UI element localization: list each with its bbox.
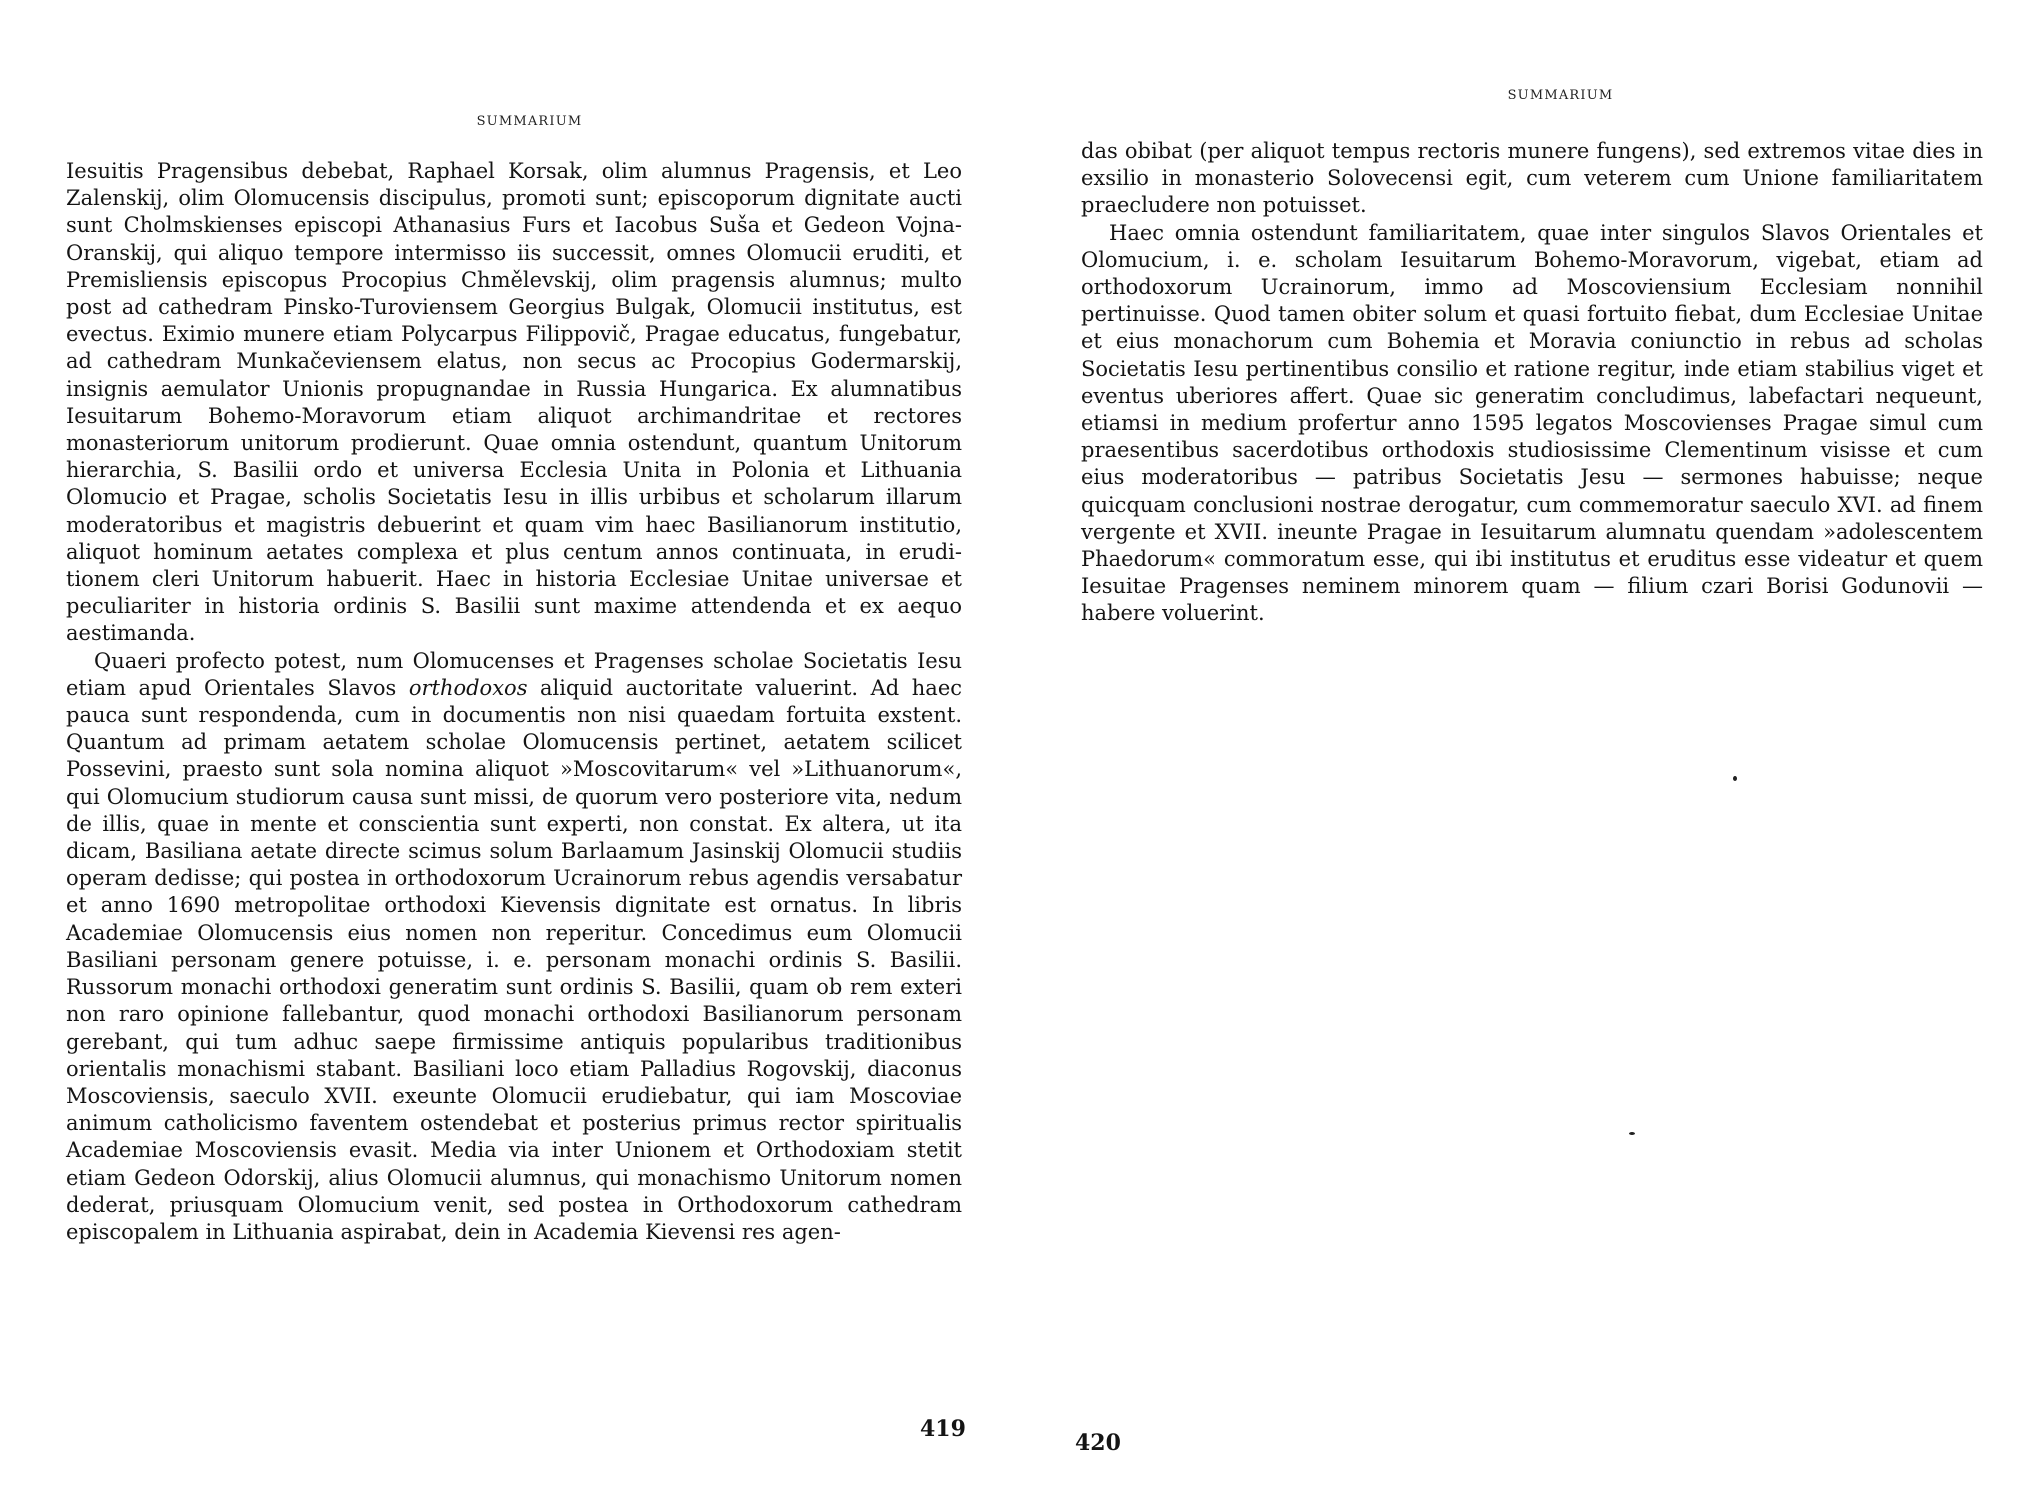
running-head-right: SUMMARIUM — [1507, 88, 1614, 103]
left-paragraph-1: Iesuitis Pragensibus debebat, Raphael Korsak, olim alumnus Pragensis, et Leo Zalenskij, olim Olomucensis discipulus, promoti sunt; episcoporum dignitate aucti sunt Cholmskienses episcopi Athanasius Furs et Iacobus Suša et Gedeon Vojna-Oranskij, qui aliquo tempore intermisso iis successit, omnes Olomucii eruditi, et Premisliensis episcopus Procopius Chmělevskij, olim pragensis alumnus; multo post ad cathedram Pinsko-Turoviensem Georgius Bulgak, Olomucii institutus, est evectus. Eximio munere etiam Polycarpus Filippovič, Pragae educatus, fungebatur, ad cathedram Munkačeviensem elatus, non secus ac Procopius Godermarskij, insignis aemulator Unionis propugnandae in Russia Hungarica. Ex alumnatibus Iesuitarum Bohemo-Moravorum etiam aliquot archimandritae et rectores monasteriorum unitorum prodierunt. Quae omnia ostendunt, quantum Unitorum hierarchia, S. Basilii ordo et universa Ecclesia Unita in Polonia et Lithuania Olomucio et Pragae, scholis Societatis Iesu in illis urbibus et scholarum illarum moderatoribus et magistris debuerint et quam vim haec Basilianorum institutio, aliquot hominum aetates complexa et plus centum annos continuata, in eruditionem cleri Unitorum habuerit. Haec in historia Ecclesiae Unitae universae et peculiariter in historia ordinis S. Basilii sunt maxime attendenda et ex aequo aestimanda. — [66, 159, 962, 646]
left-paragraph-2-part-2: aliquid auctoritate valuerint. Ad haec pauca sunt respondenda, cum in documentis non nisi quaedam fortuita exstent. Quantum ad primam aetatem scholae Olomucensis pertinet, aetatem scilicet Possevini, praesto sunt sola nomina aliquot »Moscovitarum« vel »Lithuanorum«, qui Olomucium studiorum causa sunt missi, de quorum vero posteriore vita, nedum de illis, quae in mente et conscientia sunt experti, non constat. Ex altera, ut ita dicam, Basiliana aetate directe scimus solum Barlaamum Jasinskij Olomucii studiis operam dedisse; qui postea in orthodoxorum Ucrainorum rebus agendis versabatur et anno 1690 metropolitae orthodoxi Kievensis dignitate est ornatus. In libris Academiae Olomucensis eius nomen non reperitur. Concedimus eum Olomucii Basiliani personam genere potuisse, i. e. personam monachi ordinis S. Basilii. Russorum monachi orthodoxi generatim sunt ordinis S. Basilii, quam ob rem exteri non raro opinione fallebantur, quod monachi orthodoxi Basilianorum personam gerebant, qui tum adhuc saepe firmissime antiquis popularibus traditionibus orientalis monachismi stabant. Basiliani loco etiam Palladius Rogovskij, diaconus Moscoviensis, saeculo XVII. exeunte Olomucii erudiebatur, qui iam Moscoviae animum catholicismo faventem ostendebat et posterius primus rector spiritualis Academiae Moscoviensis evasit. Media via inter Unionem et Orthodoxiam stetit etiam Gedeon Odorskij, alius Olomucii alumnus, qui monachismo Unitorum nomen dederat, priusquam Olomucium venit, sed postea in Orthodoxorum cathedram episcopalem in Lithuania aspirabat, dein in Academia Kievensi res agen- — [66, 675, 963, 1244]
left-paragraph-2-part-1: Quaeri profecto potest, num Olomucenses et Pragenses scholae Societatis Iesu etiam apud Orientales Slavos — [66, 648, 962, 700]
page-number-left: 419 — [920, 1416, 966, 1442]
scan-speck — [1629, 1132, 1635, 1135]
right-paragraph-1: das obibat (per aliquot tempus rectoris munere fungens), sed extremos vitae dies in exsilio in monasterio Solovecensi egit, cum veterem cum Unione familiaritatem praecludere non potuisset. — [1081, 139, 1983, 218]
page-number-right: 420 — [1075, 1430, 1121, 1456]
scan-speck — [1733, 776, 1737, 781]
left-paragraph-2 — [66, 648, 962, 1246]
running-head-left: SUMMARIUM — [476, 114, 583, 129]
left-paragraph-2-italic: orthodoxos — [408, 675, 528, 700]
right-page — [1017, 0, 2034, 1500]
right-page-body — [1081, 138, 1983, 628]
right-paragraph-2: Haec omnia ostendunt familiaritatem, quae inter singulos Slavos Orientales et Olomucium, i. e. scholam Iesuitarum Bohemo-Moravorum, vigebat, etiam ad orthodoxorum Ucrainorum, immo ad Moscoviensium Ecclesiam nonnihil pertinuisse. Quod tamen obiter solum et quasi fortuito fiebat, dum Ecclesiae Unitae et eius monachorum cum Bohemia et Moravia coniunctio in rebus ad scholas Societatis Iesu pertinentibus consilio et ratione regitur, inde etiam stabilius viget et eventus uberiores affert. Quae sic generatim concludimus, labefactari nequeunt, etiamsi in medium profertur anno 1595 legatos Moscovienses Pragae simul cum praesentibus sacerdotibus orthodoxis studiosissime Clementinum visisse et cum eius moderatoribus — patribus Societatis Jesu — sermones habuisse; neque quicquam conclusioni nostrae derogatur, cum commemoratur saeculo XVI. ad finem vergente et XVII. ineunte Pragae in Iesuitarum alumnatu quendam »adolescentem Phaedorum« commoratum esse, qui ibi institutus et eruditus esse videatur et quem Iesuitae Pragenses neminem minorem quam — filium czari Borisi Godunovii — habere voluerint. — [1081, 220, 1983, 626]
left-page-body — [66, 158, 962, 1246]
